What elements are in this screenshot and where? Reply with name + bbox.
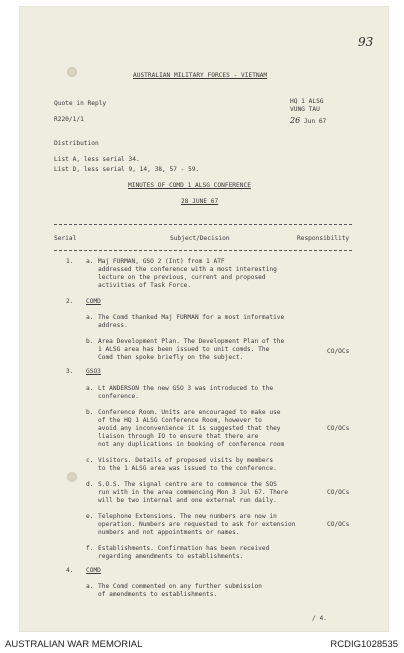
hq-line-2: VUNG TAU — [290, 106, 320, 113]
serial-3-b-line-4: liaison through IO to ensure that there are — [98, 433, 259, 440]
reference-number: R220/1/1 — [54, 116, 84, 123]
serial-3-b-line-1: Conference Room. Units are encouraged to make use — [98, 409, 281, 416]
date-line — [290, 117, 326, 126]
page-mark: 93 — [358, 35, 374, 49]
distribution-label: Distribution — [54, 140, 99, 147]
date-typed: Jun 67 — [303, 118, 327, 125]
minutes-date: 28 JUNE 67 — [181, 198, 219, 205]
serial-3-a-line-2: conference. — [98, 393, 139, 400]
minutes-title: MINUTES OF COMD 1 ALSG CONFERENCE — [128, 182, 251, 189]
date-handwritten: 26 — [290, 116, 301, 125]
serial-3-d-responsibility: CO/OCs — [327, 489, 350, 496]
serial-3-b-line-5: not any duplications in booking of conference room — [98, 441, 285, 448]
serial-3-e-responsibility: CO/OCs — [327, 521, 350, 528]
serial-2-a-line-2: address. — [98, 322, 128, 329]
serial-3-d-line-3: will be two internal and one external run daily. — [98, 497, 277, 504]
serial-4-a-line-1: The Comd commented on any further submission — [98, 583, 262, 590]
serial-1-line-4: activities of Task Force. — [98, 282, 192, 289]
serial-3-c-line-1: Visitors. Details of proposed visits by members — [98, 457, 274, 464]
serial-2-sub-b: b. — [86, 338, 94, 345]
serial-3-a-line-1: Lt ANDERSON the new GSO 3 was introduced to the — [98, 385, 274, 392]
serial-3-e-line-2: operation. Numbers are requested to ask for extension — [98, 521, 296, 528]
column-serial: Serial — [54, 235, 77, 242]
serial-3-e-line-3: numbers and not appointments or names. — [98, 529, 240, 536]
distribution-list-a: List A, less serial 34. — [54, 156, 140, 163]
serial-4-a-line-2: of amendments to establishments. — [98, 591, 218, 598]
table-header-rule — [54, 250, 352, 251]
serial-3-d-line-2: run with in the area commencing Mon 3 Jul 67. There — [98, 489, 288, 496]
serial-1-line-3: lecture on the previous, current and proposed — [98, 274, 266, 281]
document-title: AUSTRALIAN MILITARY FORCES - VIETNAM — [133, 72, 268, 79]
serial-3-sub-b: b. — [86, 409, 94, 416]
serial-1-number: 1. — [66, 258, 74, 265]
serial-3-sub-e: e. — [86, 513, 94, 520]
serial-3-b-line-2: of the HQ 1 ALSG Conference Room, however to — [98, 417, 262, 424]
serial-1-sub-a: a. — [86, 258, 94, 265]
table-top-rule — [54, 224, 352, 225]
serial-2-sub-a: a. — [86, 314, 94, 321]
page-continuation: / 4. — [312, 615, 327, 622]
punch-hole-bottom — [67, 472, 77, 482]
column-subject: Subject/Decision — [170, 235, 230, 242]
serial-1-line-2: addressed the conference with a most interesting — [98, 266, 277, 273]
serial-3-e-line-1: Telephone Extensions. The new numbers are now in — [98, 513, 277, 520]
distribution-list-d: List D, less serial 9, 14, 38, 57 - 59. — [54, 166, 200, 173]
archive-name: AUSTRALIAN WAR MEMORIAL — [5, 639, 143, 650]
serial-3-sub-a: a. — [86, 385, 94, 392]
punch-hole-top — [67, 67, 77, 77]
archive-id: RCDIG1028535 — [330, 639, 398, 650]
archive-footer — [0, 636, 404, 653]
serial-4-sub-a: a. — [86, 583, 94, 590]
serial-2-b-responsibility: CO/OCs — [327, 348, 350, 355]
serial-3-f-line-1: Establishments. Confirmation has been received — [98, 545, 270, 552]
serial-3-sub-f: f. — [86, 545, 94, 552]
serial-4-number: 4. — [66, 567, 74, 574]
serial-1-line-1: Maj FURMAN, GSO 2 (Int) from 1 ATF — [98, 258, 225, 265]
serial-2-number: 2. — [66, 298, 74, 305]
serial-2-b-line-1: Area Development Plan. The Development Plan of the — [98, 338, 285, 345]
serial-4-heading: COMD — [86, 567, 101, 574]
serial-2-b-line-3: Comd then spoke briefly on the subject. — [98, 354, 244, 361]
serial-3-heading: GSO3 — [86, 368, 101, 375]
serial-3-number: 3. — [66, 368, 74, 375]
serial-3-sub-c: c. — [86, 457, 94, 464]
serial-3-b-responsibility: CO/OCs — [327, 425, 350, 432]
serial-3-d-line-1: S.O.S. The signal centre are to commence the SOS — [98, 481, 277, 488]
serial-2-heading: COMD — [86, 298, 101, 305]
serial-2-a-line-1: The Comd thanked Maj FURMAN for a most informative — [98, 314, 285, 321]
quote-label: Quote in Reply — [54, 100, 107, 107]
serial-3-sub-d: d. — [86, 481, 94, 488]
serial-3-b-line-3: avoid any inconvenience it is suggested that they — [98, 425, 281, 432]
column-responsibility: Responsibility — [297, 235, 350, 242]
serial-2-b-line-2: 1 ALSG area has been issued to unit comds. The — [98, 346, 270, 353]
serial-3-c-line-2: to the 1 ALSG area was issued to the conference. — [98, 465, 277, 472]
serial-3-f-line-2: regarding amendments to establishments. — [98, 553, 244, 560]
hq-line-1: HQ 1 ALSG — [290, 98, 324, 105]
